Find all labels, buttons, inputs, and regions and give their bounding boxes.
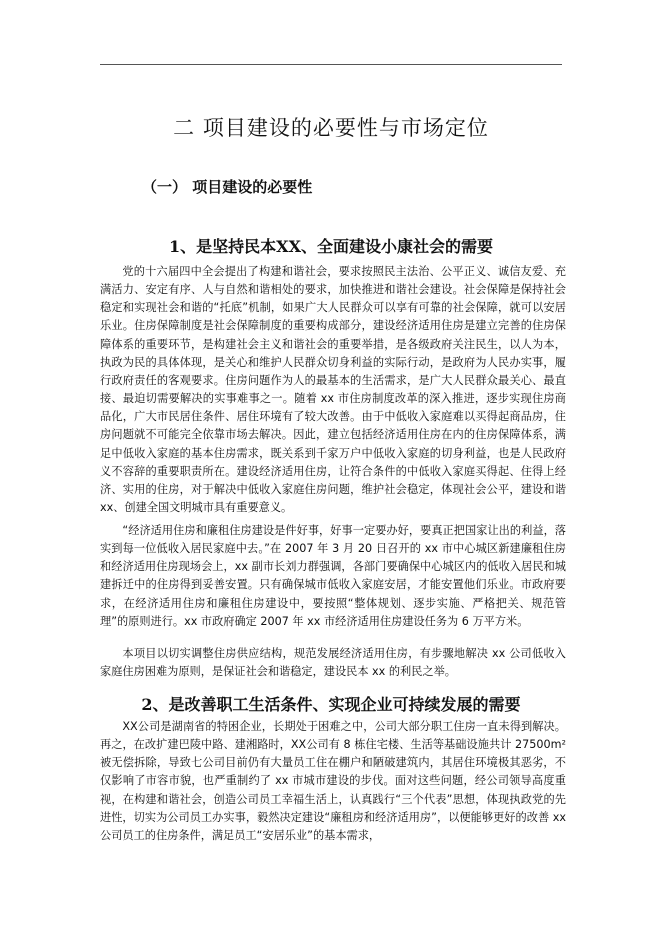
- subsection-heading-2: 2、是改善职工生活条件、实现企业可持续发展的需要: [141, 695, 521, 714]
- paragraph: 本项目以切实调整住房供应结构，规范发展经济适用住房，有步骤地解决 xx 公司低收入家庭住房困难为原则，是保证社会和谐稳定，建设民本 xx 的利民之举。: [100, 647, 566, 679]
- section-title: （一） 项目建设的必要性: [142, 178, 313, 196]
- header-rule: [100, 64, 562, 65]
- paragraph: “经济适用住房和廉租住房建设是件好事，好事一定要办好，要真正把国家让出的利益，落实到每一位低收入居民家庭中去。”在 2007 年 3 月 20 日召开的 xx 市中心城区新建廉租住房和经济适用住房现场会上，xx 副市长刘力群强调，各部门要确保中心城区内的低收入居民和城建拆迁中的住房得到妥善安置。只有确保城市低收入家庭安居，才能安置他们乐业。市政府要求，在经济适用住房和廉租住房建设中，要按照“整体规划、逐步实施、严格把关、规范管理”的原则进行。xx 市政府确定 2007 年 xx 市经济适用住房建设任务为 6 万平方米。: [100, 524, 566, 628]
- chapter-title: 二 项目建设的必要性与市场定位: [173, 116, 489, 140]
- paragraph: 党的十六届四中全会提出了构建和谐社会，要求按照民主法治、公平正义、诚信友爱、充满活力、安定有序、人与自然和谐相处的要求，加快推进和谐社会建设。社会保障是保持社会稳定和实现社会和谐的“托底”机制，如果广大人民群众可以享有可靠的社会保障，就可以安居乐业。住房保障制度是社会保障制度的重要构成部分，建设经济适用住房是建立完善的住房保障体系的重要环节，是构建社会主义和谐社会的重要举措，是各级政府关注民生，以人为本，执政为民的具体体现，是关心和维护人民群众切身利益的实际行动，是政府为人民办实事，履行政府责任的客观要求。住房问题作为人的最基本的生活需求，是广大人民群众最关心、最直接、最迫切需要解决的实事难事之一。随着 xx 市住房制度改革的深入推进，逐步实现住房商品化，广大市民居住条件、居住环境有了较大改善。由于中低收入家庭难以买得起商品房，住房问题就不可能完全依靠市场去解决。因此，建立包括经济适用住房在内的住房保障体系，满足中低收入家庭的基本住房需求，既关系到千家万户中低收入家庭的切身利益，也是人民政府义不容辞的重要职责所在。建设经济适用住房，让符合条件的中低收入家庭买得起、住得上经济、实用的住房，对于解决中低收入家庭住房问题，维护社会稳定，体现社会公平，建设和谐 xx、创建全国文明城市具有重要意义。: [100, 265, 566, 515]
- subsection-heading-1: 1、是坚持民本XX、全面建设小康社会的需要: [169, 237, 493, 256]
- paragraph: XX公司是湖南省的特困企业，长期处于困难之中，公司大部分职工住房一直未得到解决。再之，在改扩建巴陵中路、建湘路时，XX公司有 8 栋住宅楼、生活等基础设施共计 27500m² 被无偿拆除，导致七公司目前仍有大量员工住在棚户和陋破建筑内，其居住环境极其恶劣，不仅影响了市容市貌，也严重制约了 xx 市城市建设的步伐。面对这些问题，经公司领导高度重视，在构建和谐社会，创造公司员工幸福生活上，认真践行“三个代表”思想，体现执政党的先进性，切实为公司员工办实事，毅然决定建设“廉租房和经济适用房”，以便能够更好的改善 xx 公司员工的住房条件，满足员工“安居乐业”的基本需求，: [100, 720, 566, 842]
